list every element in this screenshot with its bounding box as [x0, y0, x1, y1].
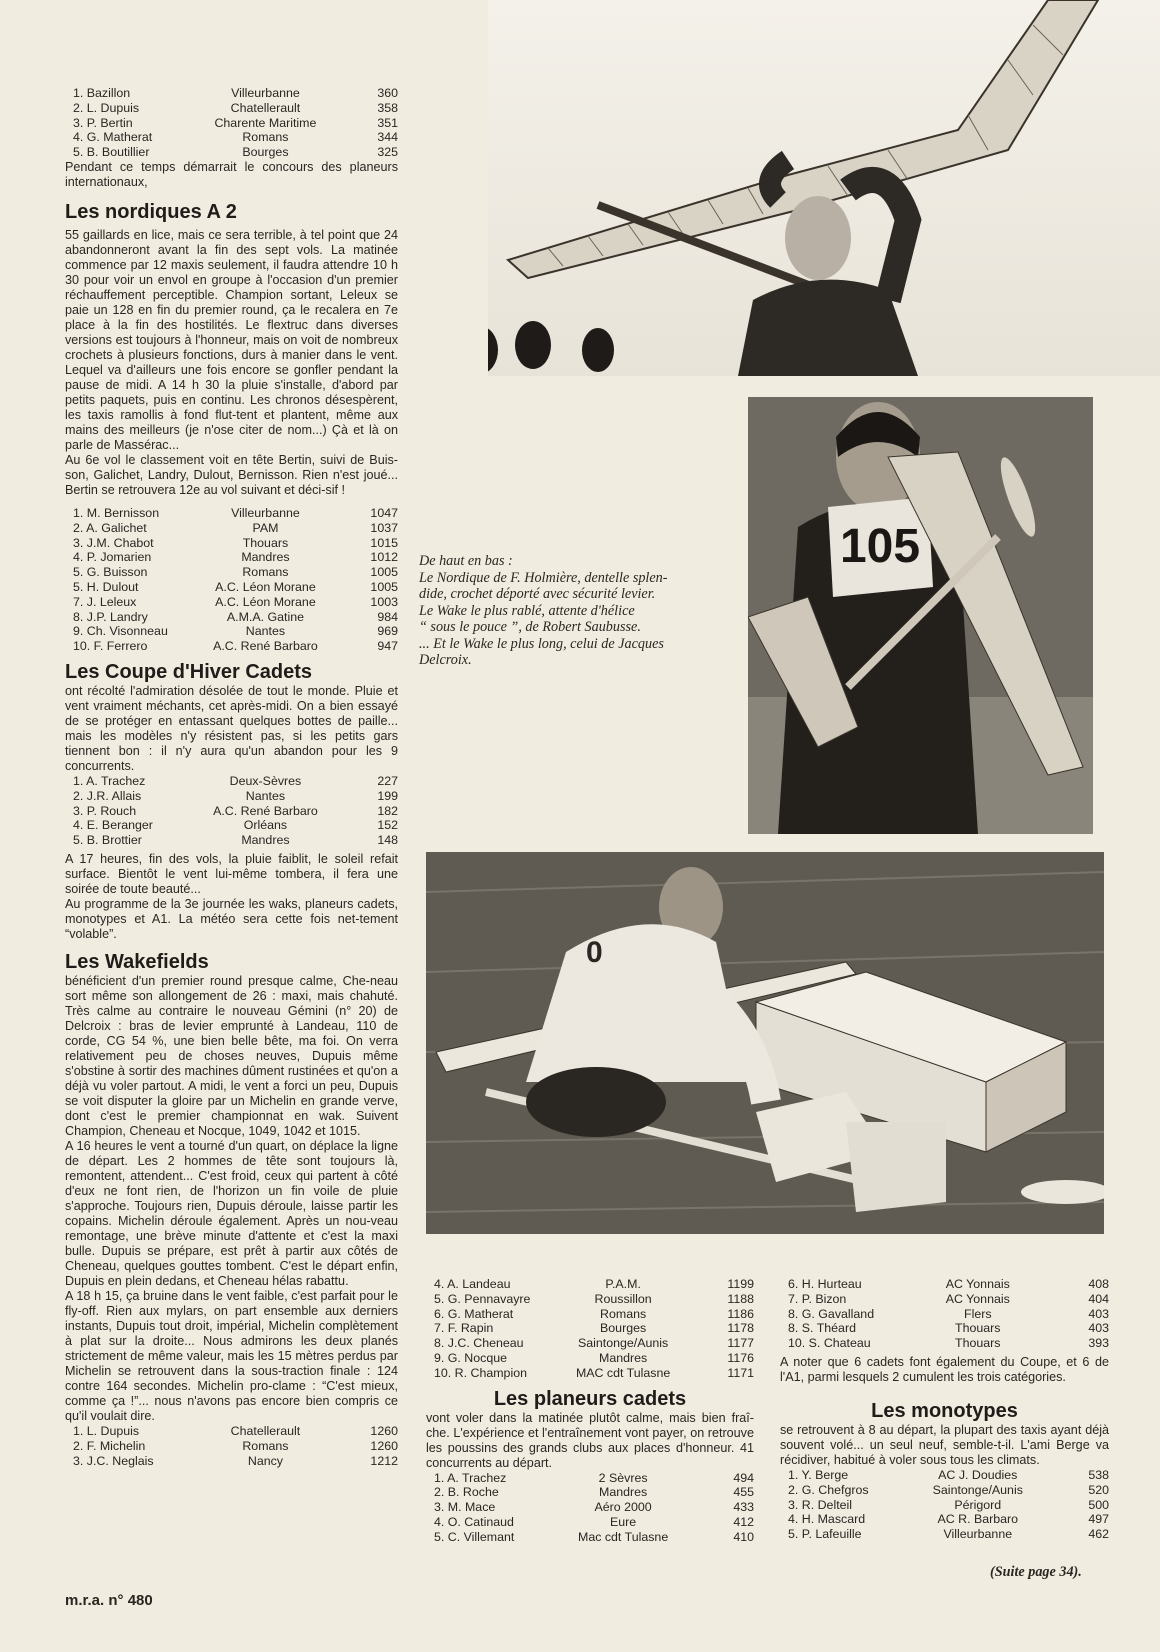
- result-rank: 4. A. Landeau: [434, 1277, 511, 1291]
- result-rank: 5. P. Lafeuille: [788, 1527, 862, 1542]
- result-score: 1186: [727, 1306, 754, 1321]
- result-rank: 7. F. Rapin: [434, 1321, 494, 1336]
- coupe-text-2: A 17 heures, fin des vols, la pluie faiblit, le soleil refait surface. Bientôt le vent lui-même tombera, il fera une soirée de toute beauté...: [65, 851, 398, 896]
- result-row: [426, 1515, 754, 1530]
- result-score: 1005: [370, 565, 398, 580]
- result-score: 1171: [727, 1365, 754, 1380]
- result-row: [426, 1471, 754, 1486]
- result-club: Flers: [964, 1306, 992, 1321]
- result-score: 412: [733, 1514, 754, 1529]
- result-score: 1047: [370, 505, 398, 520]
- result-club: Saintonge/Aunis: [577, 1336, 669, 1351]
- caption-line: Delcroix.: [419, 652, 472, 668]
- result-rank: 4. E. Beranger: [73, 818, 153, 833]
- result-rank: 5. H. Dulout: [73, 579, 139, 594]
- planeurs-cadets-text: vont voler dans la matinée plutôt calme, mais bien fraî-che. L'expérience et l'entraînement vont payer, on retrouve les poussins des grands clubs aux places d'honneur. 41 concurrents au départ.: [426, 1410, 754, 1470]
- result-rank: 2. J.R. Allais: [73, 788, 142, 803]
- result-row: [426, 1292, 754, 1307]
- result-score: 500: [1088, 1497, 1109, 1512]
- result-row: [780, 1307, 1109, 1322]
- result-club: Nantes: [245, 788, 286, 803]
- coupe-text-3: Au programme de la 3e journée les waks, planeurs cadets, monotypes et A1. La météo sera cette fois net-tement “volable”.: [65, 896, 398, 941]
- result-score: 497: [1088, 1512, 1109, 1527]
- result-rank: 3. J.C. Neglais: [73, 1453, 154, 1468]
- result-row: [426, 1351, 754, 1366]
- result-club: Mandres: [599, 1485, 648, 1500]
- result-row: [65, 521, 398, 536]
- intro-text: Pendant ce temps démarrait le concours des planeurs internationaux,: [65, 159, 398, 189]
- result-club: Nantes: [245, 624, 286, 639]
- result-score: 1260: [370, 1438, 398, 1453]
- result-club: 2 Sèvres: [598, 1470, 648, 1485]
- result-row: [65, 595, 398, 610]
- result-row: [65, 550, 398, 565]
- result-rank: 2. L. Dupuis: [73, 100, 140, 115]
- result-row: [426, 1321, 754, 1336]
- result-row: [65, 774, 398, 789]
- result-row: [65, 610, 398, 625]
- result-score: 199: [377, 788, 398, 803]
- result-rank: 7. P. Bizon: [788, 1291, 847, 1306]
- result-club: A.C. Léon Morane: [215, 594, 316, 609]
- result-score: 403: [1088, 1306, 1109, 1321]
- result-row: [65, 804, 398, 819]
- result-rank: 10. R. Champion: [434, 1365, 527, 1380]
- result-score: 1212: [370, 1453, 398, 1468]
- result-rank: 10. S. Chateau: [788, 1336, 871, 1351]
- caption-line: ... Et le Wake le plus long, celui de Jacques: [419, 635, 664, 652]
- result-score: 152: [377, 818, 398, 833]
- top-results-table: [65, 86, 398, 160]
- planeurs-cadets-results-table: [426, 1471, 754, 1545]
- result-rank: 5. G. Buisson: [73, 565, 148, 580]
- result-rank: 5. C. Villemant: [434, 1529, 515, 1544]
- caption-line: dide, crochet déporté avec sécurité levier.: [419, 586, 656, 602]
- result-club: Bourges: [242, 145, 289, 160]
- result-score: 403: [1088, 1321, 1109, 1336]
- result-row: [426, 1366, 754, 1381]
- result-score: 455: [733, 1485, 754, 1500]
- result-row: [65, 818, 398, 833]
- result-score: 1177: [727, 1336, 754, 1351]
- heading-monotypes: Les monotypes: [871, 1399, 1018, 1422]
- result-club: AC Yonnais: [945, 1291, 1010, 1306]
- result-rank: 1. A. Trachez: [73, 773, 146, 788]
- result-club: Villeurbanne: [231, 505, 300, 520]
- result-club: Romans: [242, 565, 289, 580]
- result-rank: 8. S. Théard: [788, 1321, 856, 1336]
- nordiques-results-table: [65, 506, 398, 654]
- result-rank: 7. J. Leleux: [73, 594, 137, 609]
- result-score: 351: [377, 115, 398, 130]
- result-row: [65, 1424, 398, 1439]
- result-row: [426, 1500, 754, 1515]
- footer-issue: m.r.a. n° 480: [65, 1592, 153, 1609]
- result-row: [65, 580, 398, 595]
- photo-wake-saubusse: [748, 397, 1093, 834]
- result-club: A.C. René Barbaro: [213, 639, 318, 654]
- result-row: [65, 1439, 398, 1454]
- caption-line: “ sous le pouce ”, de Robert Saubusse.: [419, 619, 641, 635]
- result-score: 1188: [727, 1291, 754, 1306]
- wakefields-text: bénéficient d'un premier round presque calme, Che-neau sort même son allongement de 26 : maxi, mais chahuté. Très calme au contraire le nouveau Gémini (n° 20) de Delcroix : bras de levier emprunté à Landeau, 110 de corde, CG 54 %, une bien belle bête, ma foi. On verra relativement peu de choses neuves, Dupuis même s'obstine à sortir des machines dûment rustinées et qu'on a déjà vu voler partout. A midi, le vent a forci un peu, Dupuis se voit disputer la gloire par un Michelin en grande verve, dont c'est le premier championnat en wak. Suivent Champion, Cheneau et Nocque, 1049, 1042 et 1015.: [65, 973, 398, 1138]
- result-score: 227: [377, 773, 398, 788]
- result-rank: 1. A. Trachez: [434, 1470, 507, 1485]
- result-score: 1012: [370, 550, 398, 565]
- result-rank: 8. J.C. Cheneau: [434, 1336, 524, 1351]
- photo-bib-number: 105: [839, 520, 921, 573]
- result-club: Mandres: [241, 550, 290, 565]
- wake-results-continued-table: [426, 1277, 754, 1381]
- result-rank: 4. P. Jomarien: [73, 550, 152, 565]
- result-row: [65, 536, 398, 551]
- caption-line: De haut en bas :: [419, 553, 513, 569]
- heading-nordiques: Les nordiques A 2: [65, 200, 237, 223]
- svg-text:0: 0: [586, 936, 603, 969]
- result-club: AC J. Doudies: [938, 1467, 1018, 1482]
- result-rank: 9. Ch. Visonneau: [73, 624, 168, 639]
- result-row: [780, 1483, 1109, 1498]
- result-row: [426, 1336, 754, 1351]
- result-rank: 2. B. Roche: [434, 1485, 499, 1500]
- wakefields-text-3: A 18 h 15, ça bruine dans le vent faible, c'est parfait pour le fly-off. Rien aux mylars, on part ensemble aux derniers instants, Dupuis tout droit, impérial, Michelin complètement à plat sur la droite... Nous admirons les deux planés strictement de même valeur, mais les 15 mètres perdus par Michelin se retrouvent dans la sous-traction finale : 124 contre 164 secondes. Michelin pro-clame : “C'est mieux, comme ça !”... nous n'avons pas encore bien compris ce qu'il voulait dire.: [65, 1288, 398, 1423]
- result-rank: 8. G. Gavalland: [788, 1306, 875, 1321]
- result-score: 1260: [370, 1423, 398, 1438]
- heading-planeurs-cadets: Les planeurs cadets: [493, 1387, 687, 1410]
- result-row: [426, 1530, 754, 1545]
- result-rank: 8. J.P. Landry: [73, 609, 148, 624]
- result-row: [65, 1454, 398, 1469]
- result-club: Thouars: [242, 535, 289, 550]
- result-row: [65, 130, 398, 145]
- result-row: [65, 833, 398, 848]
- result-score: 1037: [370, 520, 398, 535]
- result-row: [780, 1277, 1109, 1292]
- result-club: A.C. Léon Morane: [215, 579, 316, 594]
- result-rank: 1. Y. Berge: [788, 1467, 849, 1482]
- result-club: Mac cdt Tulasne: [578, 1529, 669, 1544]
- result-score: 358: [377, 100, 398, 115]
- result-score: 404: [1088, 1291, 1109, 1306]
- result-score: 433: [733, 1500, 754, 1515]
- result-row: [65, 86, 398, 101]
- result-club: Aéro 2000: [594, 1500, 652, 1515]
- coupe-results-table: [65, 774, 398, 848]
- result-club: AC R. Barbaro: [937, 1512, 1019, 1527]
- result-rank: 5. G. Pennavayre: [434, 1291, 531, 1306]
- heading-wakefields: Les Wakefields: [65, 950, 209, 973]
- result-club: Deux-Sèvres: [229, 773, 302, 788]
- result-row: [426, 1485, 754, 1500]
- result-rank: 9. G. Nocque: [434, 1350, 508, 1365]
- result-club: Périgord: [954, 1497, 1002, 1512]
- result-row: [426, 1277, 754, 1292]
- result-club: AC Yonnais: [945, 1277, 1010, 1291]
- result-rank: 3. M. Mace: [434, 1500, 496, 1515]
- result-club: Orléans: [243, 818, 288, 833]
- result-rank: 2. G. Chefgros: [788, 1482, 869, 1497]
- result-rank: 2. F. Michelin: [73, 1438, 146, 1453]
- result-club: Chatellerault: [230, 100, 301, 115]
- right-bottom-column: [780, 1277, 1109, 1542]
- result-club: Charente Maritime: [214, 115, 317, 130]
- result-rank: 5. B. Boutillier: [73, 145, 150, 160]
- result-club: Saintonge/Aunis: [932, 1482, 1023, 1497]
- result-score: 393: [1088, 1336, 1109, 1351]
- result-score: 1199: [727, 1277, 754, 1291]
- result-score: 1178: [727, 1321, 754, 1336]
- result-row: [65, 565, 398, 580]
- result-rank: 3. J.M. Chabot: [73, 535, 154, 550]
- result-row: [780, 1512, 1109, 1527]
- result-club: Eure: [610, 1514, 637, 1529]
- photo-wake-delcroix: [426, 852, 1104, 1234]
- result-rank: 1. L. Dupuis: [73, 1423, 140, 1438]
- monotypes-text: se retrouvent à 8 au départ, la plupart des taxis ayant déjà souvent volé... un seul neuf, semble-t-il. L'ami Berge va récidiver, habitué à voler sous tous les climats.: [780, 1422, 1109, 1467]
- coupe-text: ont récolté l'admiration désolée de tout le monde. Pluie et vent vraiment méchants, cet après-midi. On a bien essayé de se protéger en entassant quelques bottes de paille... mais les modèles n'y résistent pas, si les petits gars tiennent bon : il n'y aura qu'un abandon pour les 9 concurrents.: [65, 683, 398, 773]
- wakefields-text-2: A 16 heures le vent a tourné d'un quart, on déplace la ligne de départ. Les 2 hommes de tête sont toujours là, remontent, attendent... C'est froid, ceux qui partent à côté d'eux ne font rien, de l'horizon un fin voile de pluie s'approche. Toujours rien, Dupuis déroule, laisse partir les copains. Michelin déroule également. Après un nou-veau remontage, une brève minute d'attente et c'est la maxi bulle. Dupuis se prépare, est prêt à partir aux côtés de Cheneau, quelques gouttes tombent. C'est le départ enfin, Dupuis en plein dedans, et Cheneau hélas rabattu.: [65, 1138, 398, 1288]
- suite-note: (Suite page 34).: [990, 1564, 1082, 1580]
- result-score: 410: [733, 1529, 754, 1544]
- result-club: Thouars: [955, 1336, 1001, 1351]
- result-score: 520: [1088, 1482, 1109, 1497]
- result-club: Nancy: [247, 1453, 283, 1468]
- result-row: [65, 624, 398, 639]
- result-club: A.C. René Barbaro: [213, 803, 318, 818]
- result-row: [426, 1307, 754, 1322]
- result-club: Villeurbanne: [231, 86, 300, 100]
- result-score: 360: [377, 86, 398, 100]
- result-row: [780, 1292, 1109, 1307]
- result-score: 1003: [370, 594, 398, 609]
- result-rank: 1. Bazillon: [73, 86, 131, 100]
- left-column: [65, 86, 398, 1468]
- result-row: [780, 1336, 1109, 1351]
- result-rank: 4. H. Mascard: [788, 1512, 866, 1527]
- result-club: Mandres: [241, 833, 290, 848]
- result-rank: 1. M. Bernisson: [73, 505, 160, 520]
- result-rank: 4. G. Matherat: [73, 130, 153, 145]
- photo-nordique-glider: [488, 0, 1160, 376]
- result-rank: 5. B. Brottier: [73, 833, 142, 848]
- result-score: 325: [377, 145, 398, 160]
- result-club: Chatellerault: [230, 1423, 301, 1438]
- result-rank: 3. R. Delteil: [788, 1497, 853, 1512]
- result-score: 947: [377, 639, 398, 654]
- result-club: Romans: [600, 1306, 647, 1321]
- cadets-results-continued-table: [780, 1277, 1109, 1351]
- result-row: [65, 789, 398, 804]
- heading-coupe: Les Coupe d'Hiver Cadets: [65, 660, 313, 683]
- result-score: 182: [377, 803, 398, 818]
- result-club: PAM: [252, 520, 279, 535]
- result-club: Thouars: [955, 1321, 1001, 1336]
- result-score: 1176: [727, 1350, 754, 1365]
- result-row: [780, 1498, 1109, 1513]
- result-club: Mandres: [599, 1350, 648, 1365]
- result-club: A.M.A. Gatine: [226, 609, 304, 624]
- result-score: 984: [377, 609, 398, 624]
- result-club: Bourges: [600, 1321, 647, 1336]
- caption-line: Le Wake le plus rablé, attente d'hélice: [419, 602, 635, 619]
- result-score: 462: [1088, 1527, 1109, 1542]
- result-row: [65, 145, 398, 160]
- result-row: [65, 101, 398, 116]
- result-score: 148: [377, 833, 398, 848]
- nordiques-text-2: Au 6e vol le classement voit en tête Bertin, suivi de Buis-son, Galichet, Landry, Dulout, Bernisson. Rien n'est joué... Bertin se retrouvera 12e au vol suivant et déci-sif !: [65, 452, 398, 497]
- caption-line: Le Nordique de F. Holmière, dentelle splen-: [419, 569, 668, 586]
- result-score: 1015: [370, 535, 398, 550]
- result-row: [780, 1321, 1109, 1336]
- result-row: [65, 116, 398, 131]
- result-club: MAC cdt Tulasne: [575, 1365, 671, 1380]
- result-row: [780, 1527, 1109, 1542]
- result-score: 408: [1088, 1277, 1109, 1291]
- middle-bottom-column: [426, 1277, 754, 1545]
- result-score: 494: [733, 1470, 754, 1485]
- result-club: P.A.M.: [605, 1277, 641, 1291]
- cadets-note: A noter que 6 cadets font également du Coupe, et 6 de l'A1, parmi lesquels 2 cumulent les trois catégories.: [780, 1354, 1109, 1384]
- result-score: 344: [377, 130, 398, 145]
- result-score: 1005: [370, 579, 398, 594]
- result-club: Romans: [242, 1438, 289, 1453]
- result-club: Roussillon: [594, 1291, 652, 1306]
- wakefields-results-table: [65, 1424, 398, 1468]
- result-club: Romans: [242, 130, 289, 145]
- result-club: Villeurbanne: [943, 1527, 1013, 1542]
- result-rank: 3. P. Rouch: [73, 803, 137, 818]
- result-row: [65, 639, 398, 654]
- monotypes-results-table: [780, 1468, 1109, 1542]
- result-rank: 3. P. Bertin: [73, 115, 133, 130]
- result-row: [780, 1468, 1109, 1483]
- result-score: 969: [377, 624, 398, 639]
- photo-caption: [419, 553, 739, 669]
- result-rank: 4. O. Catinaud: [434, 1514, 514, 1529]
- nordiques-text: 55 gaillards en lice, mais ce sera terrible, à tel point que 24 abandonneront avant la fin des sept vols. La matinée commence par 12 maxis seulement, il faudra attendre 10 h 30 pour voir un envol en groupe à l'occasion d'un premier réchauffement perceptible. Champion sortant, Leleux se paie un 128 en fin du premier round, ça le recalera en 7e place à la fin des hostilités. Le flextruc dans diverses versions est toujours à l'honneur, mais on voit de nombreux crochets à plusieurs fonctions, durs à manier dans le vent. Lequel va d'ailleurs une fois encore se gonfler pendant la pause de midi. A 14 h 30 la pluie s'installe, d'abord par petits paquets, puis en continu. Les chronos désespèrent, les taxis ramollis à fond flut-tent et plantent, même aux mains des meilleurs (je n'ose citer de nom...) Çà et là on parle de Massérac...: [65, 227, 398, 452]
- result-score: 538: [1088, 1467, 1109, 1482]
- result-rank: 2. A. Galichet: [73, 520, 147, 535]
- result-rank: 10. F. Ferrero: [73, 639, 148, 654]
- result-rank: 6. H. Hurteau: [788, 1277, 862, 1291]
- result-row: [65, 506, 398, 521]
- result-rank: 6. G. Matherat: [434, 1306, 514, 1321]
